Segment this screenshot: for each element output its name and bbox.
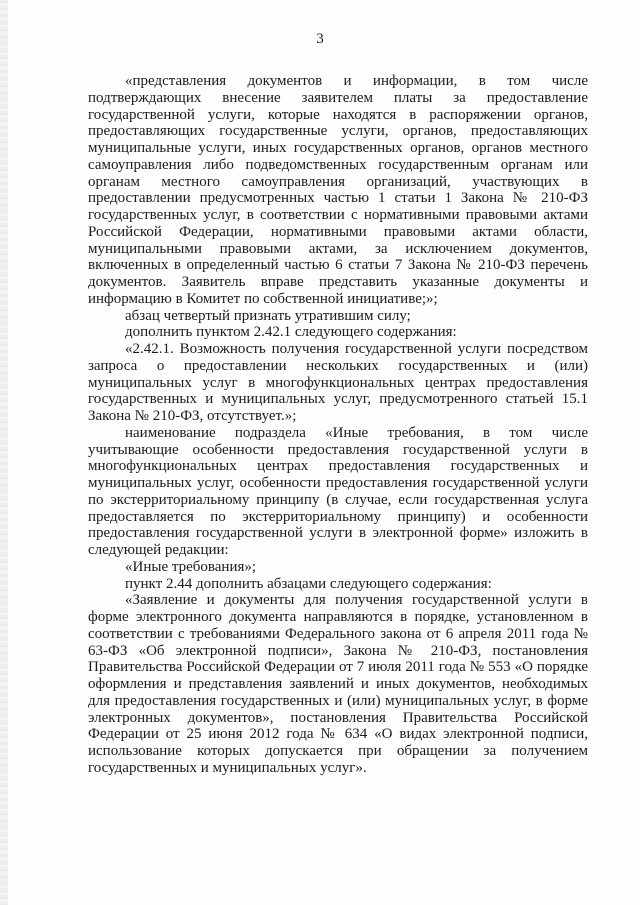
paragraph: «2.42.1. Возможность получения государственной услуги посредством запроса о предоставлении нескольких государственных и (или) муниципальных услуг в многофункциональных центрах предоставления государственных и муниципальных услуг, предусмотренного статьей 15.1 Закона № 210-ФЗ, отсутствует.»; — [88, 341, 588, 424]
paragraph: «Заявление и документы для получения государственной услуги в форме электронного документа направляются в порядке, установленном в соответствии с требованиями Федерального закона от 6 апреля 2011 года № 63-ФЗ «Об электронной подписи», Закона № 210-ФЗ, постановления Правительства Российской Федерации от 7 июля 2011 года № 553 «О порядке оформления и представления заявлений и иных документов, необходимых для предоставления государственных и (или) муниципальных услуг, в форме электронных документов», постановления Правительства Российской Федерации от 25 июня 2012 года № 634 «О видах электронной подписи, использование которых допускается при обращении за получением государственных и муниципальных услуг». — [88, 592, 588, 776]
paragraph: абзац четвертый признать утратившим силу; — [125, 307, 411, 324]
paragraph: «представления документов и информации, в том числе подтверждающих внесение заявителем платы за предоставление государственной услуги, которые находятся в распоряжении органов, предоставляющих государственные услуги, органов, предоставляющих муниципальные услуги, иных государственных органов, органов местного самоуправления либо подведомственных государственным органам или органам местного самоуправления организаций, участвующих в предоставлении предусмотренных частью 1 статьи 1 Закона № 210-ФЗ государственных услуг, в соответствии с нормативными правовыми актами Российской Федерации, нормативными правовыми актами области, муниципальными правовыми актами, за исключением документов, включенных в определенный частью 6 статьи 7 Закона № 210-ФЗ перечень документов. Заявитель вправе представить указанные документы и информацию в Комитет по собственной инициативе;»; — [88, 73, 588, 307]
paragraph: дополнить пунктом 2.42.1 следующего содержания: — [125, 324, 457, 341]
paragraph: пункт 2.44 дополнить абзацами следующего содержания: — [125, 575, 492, 592]
scan-edge — [0, 0, 8, 905]
paragraph: наименование подраздела «Иные требования, в том числе учитывающие особенности предоставления государственной услуги в многофункциональных центрах предоставления государственных и муниципальных услуг, особенности предоставления государственной услуги по экстерриториальному принципу (в случае, если государственная услуга предоставляется по экстерриториальному принципу) и особенности предоставления государственной услуги в электронной форме» изложить в следующей редакции: — [88, 424, 588, 558]
document-body — [88, 73, 588, 777]
page-number: 3 — [316, 31, 324, 47]
paragraph: «Иные требования»; — [125, 558, 257, 575]
